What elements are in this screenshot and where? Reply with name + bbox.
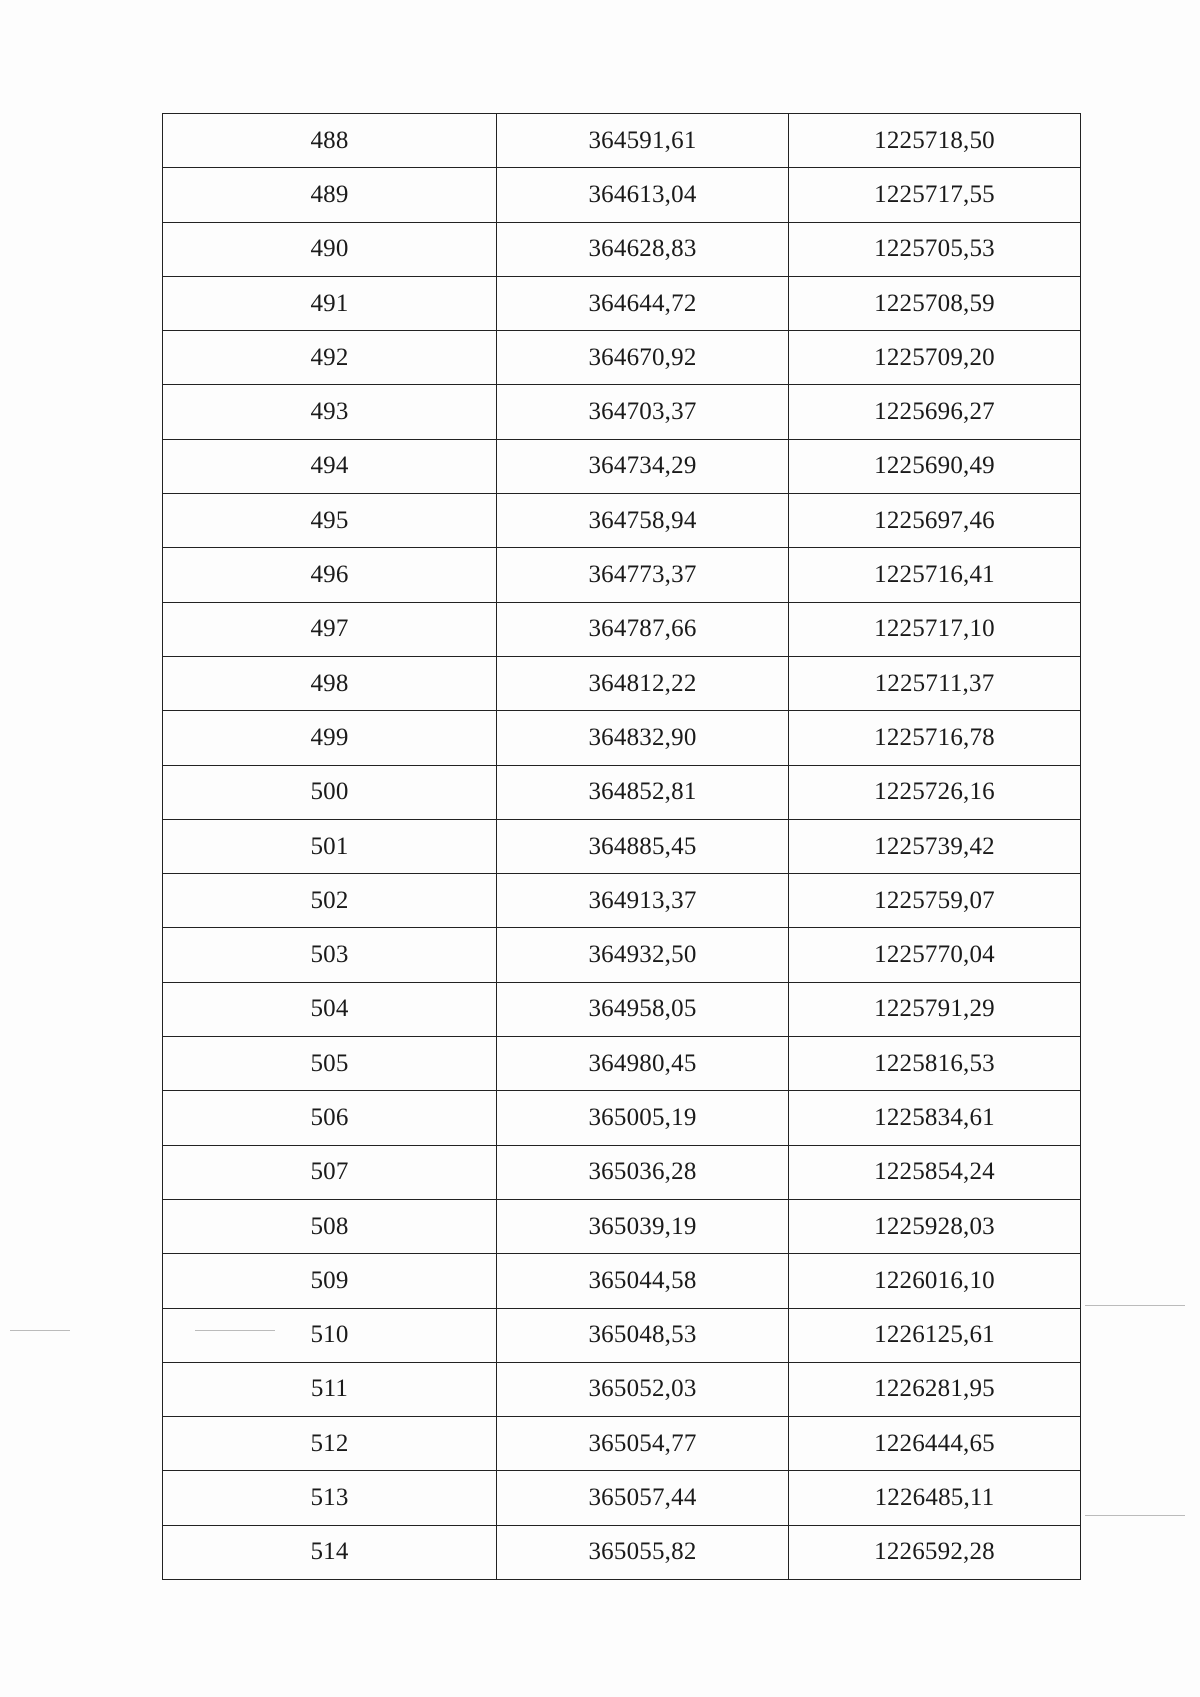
x-coordinate-cell: 364773,37 bbox=[497, 548, 789, 602]
x-coordinate-cell: 365055,82 bbox=[497, 1525, 789, 1579]
table-row bbox=[163, 874, 1081, 928]
y-coordinate-cell: 1226592,28 bbox=[789, 1525, 1081, 1579]
x-coordinate-cell: 365005,19 bbox=[497, 1091, 789, 1145]
y-coordinate-cell: 1225718,50 bbox=[789, 114, 1081, 168]
table-row bbox=[163, 1091, 1081, 1145]
table-row bbox=[163, 602, 1081, 656]
y-coordinate-cell: 1226485,11 bbox=[789, 1471, 1081, 1525]
table-row bbox=[163, 1037, 1081, 1091]
table-row bbox=[163, 385, 1081, 439]
y-coordinate-cell: 1225928,03 bbox=[789, 1199, 1081, 1253]
x-coordinate-cell: 364885,45 bbox=[497, 819, 789, 873]
table-row bbox=[163, 168, 1081, 222]
point-number-cell: 500 bbox=[163, 765, 497, 819]
scan-artifact bbox=[1085, 1305, 1185, 1306]
table-row bbox=[163, 331, 1081, 385]
point-number-cell: 491 bbox=[163, 276, 497, 330]
y-coordinate-cell: 1226016,10 bbox=[789, 1254, 1081, 1308]
y-coordinate-cell: 1225739,42 bbox=[789, 819, 1081, 873]
scan-artifact bbox=[1085, 1515, 1185, 1516]
table-row bbox=[163, 819, 1081, 873]
y-coordinate-cell: 1225709,20 bbox=[789, 331, 1081, 385]
table-row bbox=[163, 114, 1081, 168]
x-coordinate-cell: 365054,77 bbox=[497, 1417, 789, 1471]
table-row bbox=[163, 1525, 1081, 1579]
y-coordinate-cell: 1225717,55 bbox=[789, 168, 1081, 222]
x-coordinate-cell: 364734,29 bbox=[497, 439, 789, 493]
y-coordinate-cell: 1225759,07 bbox=[789, 874, 1081, 928]
x-coordinate-cell: 364932,50 bbox=[497, 928, 789, 982]
table-row bbox=[163, 1417, 1081, 1471]
y-coordinate-cell: 1225711,37 bbox=[789, 656, 1081, 710]
x-coordinate-cell: 364644,72 bbox=[497, 276, 789, 330]
point-number-cell: 507 bbox=[163, 1145, 497, 1199]
table-row bbox=[163, 276, 1081, 330]
y-coordinate-cell: 1225717,10 bbox=[789, 602, 1081, 656]
y-coordinate-cell: 1226125,61 bbox=[789, 1308, 1081, 1362]
x-coordinate-cell: 364628,83 bbox=[497, 222, 789, 276]
y-coordinate-cell: 1225716,41 bbox=[789, 548, 1081, 602]
table-row bbox=[163, 711, 1081, 765]
table-row bbox=[163, 765, 1081, 819]
x-coordinate-cell: 364812,22 bbox=[497, 656, 789, 710]
y-coordinate-cell: 1226444,65 bbox=[789, 1417, 1081, 1471]
x-coordinate-cell: 365044,58 bbox=[497, 1254, 789, 1308]
point-number-cell: 505 bbox=[163, 1037, 497, 1091]
x-coordinate-cell: 365039,19 bbox=[497, 1199, 789, 1253]
point-number-cell: 495 bbox=[163, 494, 497, 548]
y-coordinate-cell: 1225726,16 bbox=[789, 765, 1081, 819]
point-number-cell: 502 bbox=[163, 874, 497, 928]
scan-artifact bbox=[10, 1330, 70, 1331]
x-coordinate-cell: 365052,03 bbox=[497, 1362, 789, 1416]
y-coordinate-cell: 1225708,59 bbox=[789, 276, 1081, 330]
table-row bbox=[163, 1254, 1081, 1308]
point-number-cell: 492 bbox=[163, 331, 497, 385]
y-coordinate-cell: 1225854,24 bbox=[789, 1145, 1081, 1199]
point-number-cell: 508 bbox=[163, 1199, 497, 1253]
x-coordinate-cell: 364980,45 bbox=[497, 1037, 789, 1091]
x-coordinate-cell: 364591,61 bbox=[497, 114, 789, 168]
x-coordinate-cell: 364913,37 bbox=[497, 874, 789, 928]
x-coordinate-cell: 364832,90 bbox=[497, 711, 789, 765]
table-row bbox=[163, 656, 1081, 710]
y-coordinate-cell: 1225716,78 bbox=[789, 711, 1081, 765]
point-number-cell: 513 bbox=[163, 1471, 497, 1525]
point-number-cell: 488 bbox=[163, 114, 497, 168]
table-row bbox=[163, 222, 1081, 276]
point-number-cell: 511 bbox=[163, 1362, 497, 1416]
table-row bbox=[163, 439, 1081, 493]
x-coordinate-cell: 365057,44 bbox=[497, 1471, 789, 1525]
x-coordinate-cell: 364852,81 bbox=[497, 765, 789, 819]
table-row bbox=[163, 1362, 1081, 1416]
point-number-cell: 493 bbox=[163, 385, 497, 439]
y-coordinate-cell: 1225696,27 bbox=[789, 385, 1081, 439]
x-coordinate-cell: 365048,53 bbox=[497, 1308, 789, 1362]
point-number-cell: 501 bbox=[163, 819, 497, 873]
y-coordinate-cell: 1225770,04 bbox=[789, 928, 1081, 982]
coordinates-table bbox=[162, 113, 1081, 1580]
x-coordinate-cell: 364758,94 bbox=[497, 494, 789, 548]
point-number-cell: 497 bbox=[163, 602, 497, 656]
point-number-cell: 498 bbox=[163, 656, 497, 710]
table-row bbox=[163, 548, 1081, 602]
x-coordinate-cell: 364958,05 bbox=[497, 982, 789, 1036]
point-number-cell: 510 bbox=[163, 1308, 497, 1362]
table-row bbox=[163, 928, 1081, 982]
table-row bbox=[163, 1199, 1081, 1253]
table-row bbox=[163, 494, 1081, 548]
point-number-cell: 512 bbox=[163, 1417, 497, 1471]
point-number-cell: 514 bbox=[163, 1525, 497, 1579]
point-number-cell: 496 bbox=[163, 548, 497, 602]
point-number-cell: 509 bbox=[163, 1254, 497, 1308]
y-coordinate-cell: 1225816,53 bbox=[789, 1037, 1081, 1091]
point-number-cell: 506 bbox=[163, 1091, 497, 1145]
point-number-cell: 494 bbox=[163, 439, 497, 493]
x-coordinate-cell: 364613,04 bbox=[497, 168, 789, 222]
x-coordinate-cell: 364787,66 bbox=[497, 602, 789, 656]
table-row bbox=[163, 1308, 1081, 1362]
y-coordinate-cell: 1225690,49 bbox=[789, 439, 1081, 493]
point-number-cell: 499 bbox=[163, 711, 497, 765]
y-coordinate-cell: 1226281,95 bbox=[789, 1362, 1081, 1416]
x-coordinate-cell: 364703,37 bbox=[497, 385, 789, 439]
y-coordinate-cell: 1225834,61 bbox=[789, 1091, 1081, 1145]
point-number-cell: 504 bbox=[163, 982, 497, 1036]
y-coordinate-cell: 1225697,46 bbox=[789, 494, 1081, 548]
point-number-cell: 489 bbox=[163, 168, 497, 222]
x-coordinate-cell: 365036,28 bbox=[497, 1145, 789, 1199]
table-row bbox=[163, 1145, 1081, 1199]
table-row bbox=[163, 982, 1081, 1036]
coordinates-table-body bbox=[163, 114, 1081, 1580]
x-coordinate-cell: 364670,92 bbox=[497, 331, 789, 385]
y-coordinate-cell: 1225705,53 bbox=[789, 222, 1081, 276]
point-number-cell: 503 bbox=[163, 928, 497, 982]
point-number-cell: 490 bbox=[163, 222, 497, 276]
table-row bbox=[163, 1471, 1081, 1525]
y-coordinate-cell: 1225791,29 bbox=[789, 982, 1081, 1036]
scan-artifact bbox=[195, 1330, 275, 1331]
